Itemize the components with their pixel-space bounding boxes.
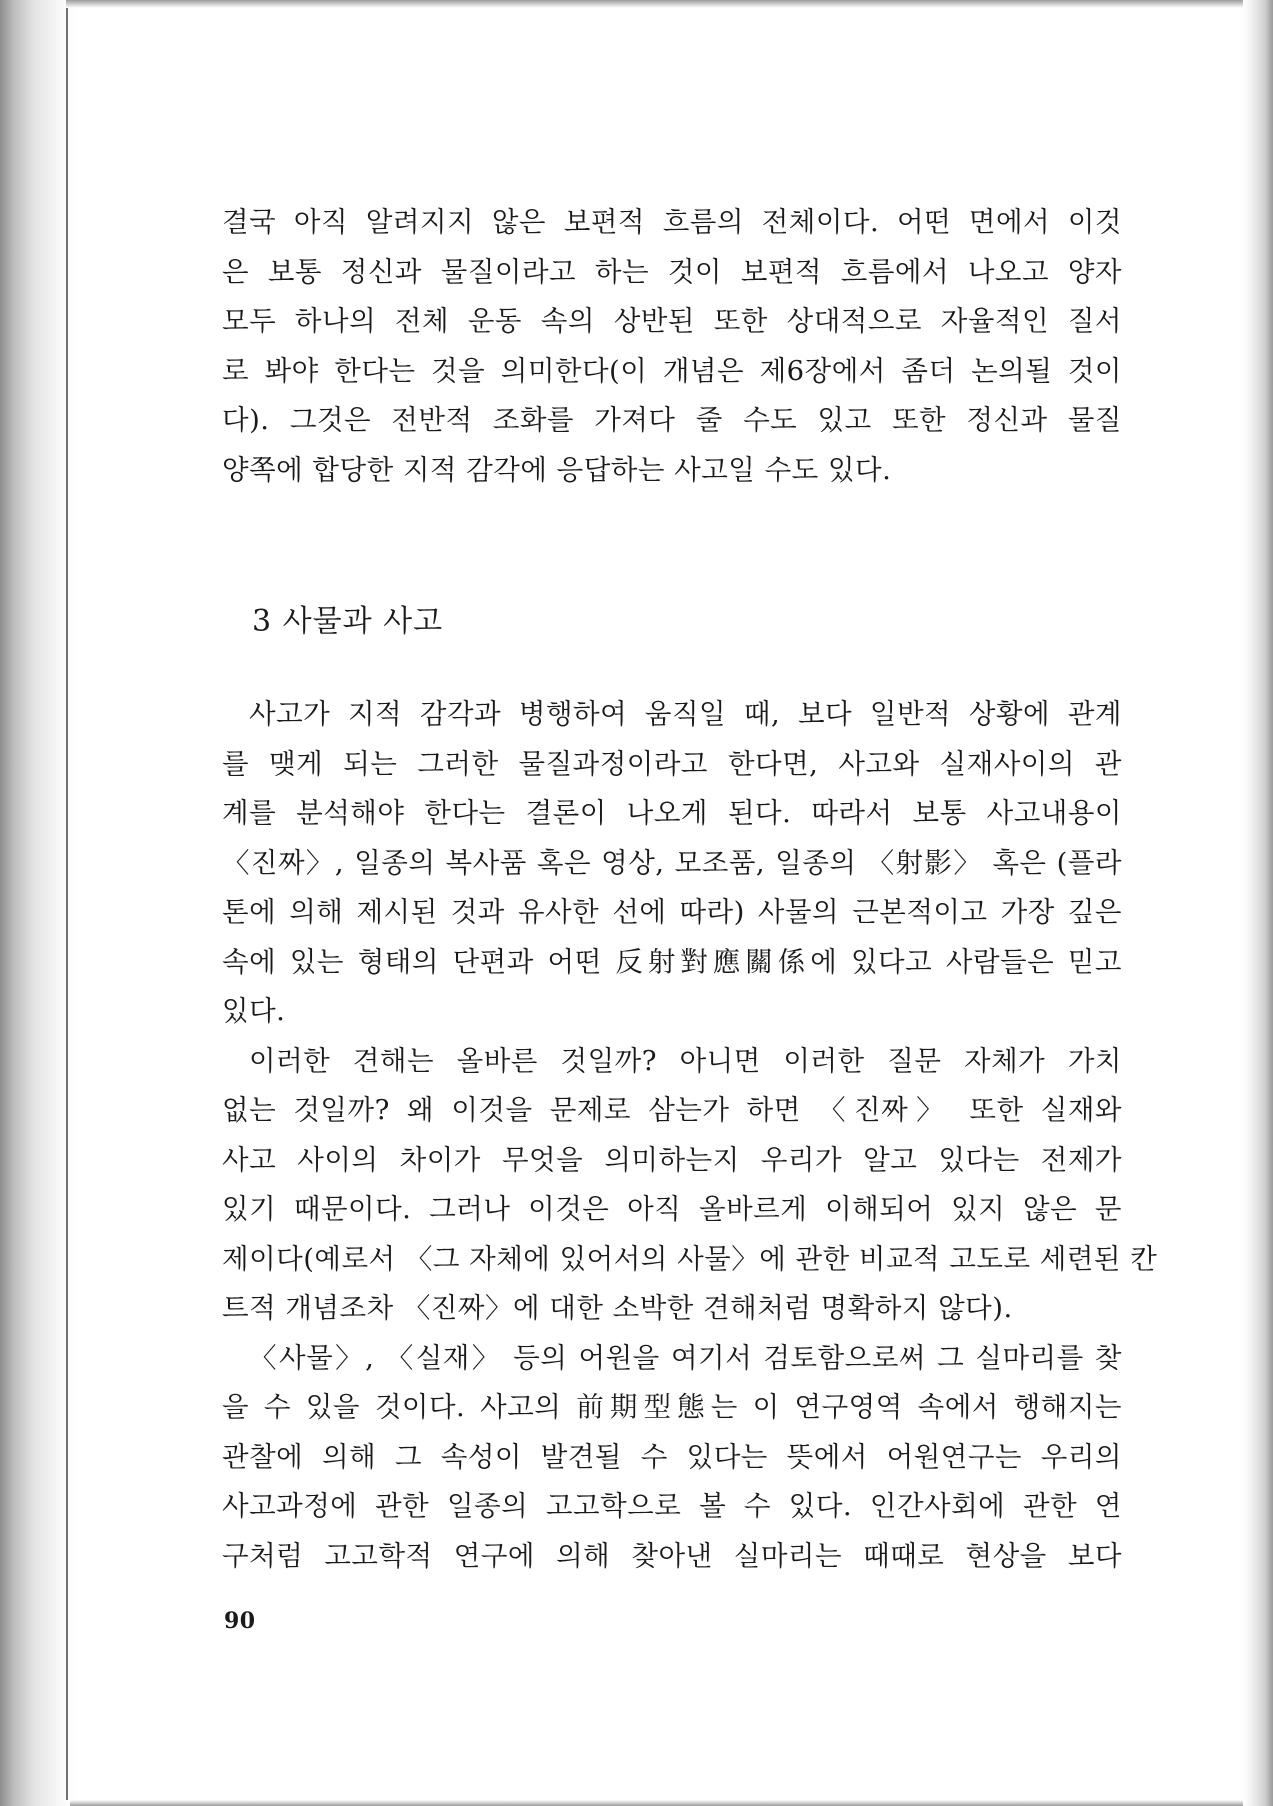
page-top-edge <box>66 0 1248 8</box>
page-right-shadow <box>1243 0 1273 1806</box>
paragraph-things-and-thought <box>222 690 1158 1581</box>
text-line: 트적 개념조차 〈진짜〉에 대한 소박한 견해처럼 명확하지 않다). <box>222 1292 1013 1324</box>
text-line: 은 보통 정신과 물질이라고 하는 것이 보편적 흐름에서 나오고 양자 <box>222 255 1122 288</box>
page-bottom-edge <box>70 1800 1250 1806</box>
text-line: 모두 하나의 전체 운동 속의 상반된 또한 상대적으로 자율적인 질서 <box>222 305 1122 337</box>
text-line: 있기 때문이다. 그러나 이것은 아직 올바르게 이해되어 있지 않은 문 <box>222 1193 1122 1225</box>
paragraph-intro <box>222 198 1122 495</box>
text-line: 양쪽에 합당한 지적 감각에 응답하는 사고일 수도 있다. <box>222 453 892 486</box>
text-line: 〈사물〉, 〈실재〉 등의 어원을 여기서 검토함으로써 그 실마리를 찾 <box>249 1341 1122 1374</box>
text-line: 있다. <box>222 995 286 1027</box>
text-line: 다). 그것은 전반적 조화를 가져다 줄 수도 있고 또한 정신과 물질 <box>222 404 1122 436</box>
text-line: 관찰에 의해 그 속성이 발견될 수 있다는 뜻에서 어원연구는 우리의 <box>222 1440 1122 1473</box>
text-line: 결국 아직 알려지지 않은 보편적 흐름의 전체이다. 어떤 면에서 이것 <box>222 206 1122 238</box>
text-line: 사고 사이의 차이가 무엇을 의미하는지 우리가 알고 있다는 전제가 <box>222 1143 1122 1176</box>
text-line: 〈진짜〉, 일종의 복사품 혹은 영상, 모조품, 일종의 〈射影〉 혹은 (플라 <box>222 846 1122 879</box>
text-line: 계를 분석해야 한다는 결론이 나오게 된다. 따라서 보통 사고내용이 <box>222 797 1122 829</box>
text-line: 톤에 의해 제시된 것과 유사한 선에 따라) 사물의 근본적이고 가장 깊은 <box>222 896 1122 928</box>
text-line: 사고가 지적 감각과 병행하여 움직일 때, 보다 일반적 상황에 관계 <box>249 698 1122 730</box>
section-heading: 3 사물과 사고 <box>252 604 444 639</box>
text-line: 로 봐야 한다는 것을 의미한다(이 개념은 제6장에서 좀더 논의될 것이 <box>222 354 1122 387</box>
text-line: 제이다(예로서 〈그 자체에 있어서의 사물〉에 관한 비교적 고도로 세련된 칸 <box>222 1242 1158 1275</box>
text-line: 이러한 견해는 올바른 것일까? 아니면 이러한 질문 자체가 가치 <box>249 1044 1122 1077</box>
text-line: 구처럼 고고학적 연구에 의해 찾아낸 실마리는 때때로 현상을 보다 <box>222 1539 1122 1572</box>
text-line: 없는 것일까? 왜 이것을 문제로 삼는가 하면 〈진짜〉 또한 실재와 <box>222 1094 1122 1126</box>
page-number: 90 <box>224 1608 256 1634</box>
text-line: 를 맺게 되는 그러한 물질과정이라고 한다면, 사고와 실재사이의 관 <box>222 747 1122 780</box>
text-line: 사고과정에 관한 일종의 고고학으로 볼 수 있다. 인간사회에 관한 연 <box>222 1490 1122 1522</box>
page-left-edge <box>66 6 68 1800</box>
text-line: 속에 있는 형태의 단편과 어떤 反射對應關係에 있다고 사람들은 믿고 <box>222 945 1122 978</box>
text-line: 을 수 있을 것이다. 사고의 前期型態는 이 연구영역 속에서 행해지는 <box>222 1391 1122 1423</box>
